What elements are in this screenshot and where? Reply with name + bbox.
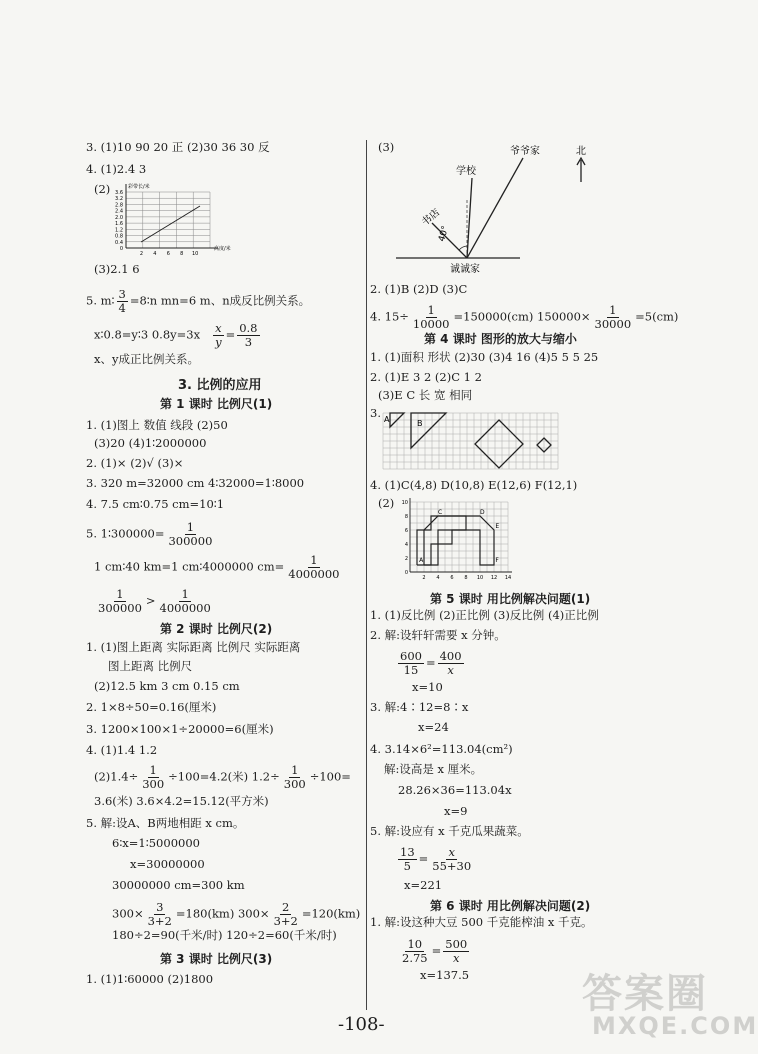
answer-q4-3: (3)2.1 6 xyxy=(94,262,140,276)
l2-q1c: (2)12.5 km 3 cm 0.15 cm xyxy=(94,679,240,693)
l2-q5e-t1: 300× xyxy=(112,906,144,921)
l1-q5a xyxy=(86,521,216,548)
grid2-xtick: 6 xyxy=(450,575,454,581)
l2-q5e-d2: 3+2 xyxy=(273,914,298,928)
lesson1-title: 第 1 课时 比例尺(1) xyxy=(160,397,273,411)
grid2-point-label: C xyxy=(438,508,443,516)
l2-q4b-frac2 xyxy=(282,764,308,791)
answer-q4-1: 4. (1)2.4 3 xyxy=(86,162,147,176)
l5-q3b: x=24 xyxy=(418,720,449,734)
lesson4-title: 第 4 课时 图形的放大与缩小 xyxy=(424,332,577,346)
l6-q1-n1: 10 xyxy=(407,937,423,951)
l2-q5e-t2: =180(km) 300× xyxy=(175,906,270,921)
l1-q5b-frac xyxy=(286,554,341,581)
q4-ylabel: 彩带长/米 xyxy=(128,184,150,190)
q4-ytick: 3.2 xyxy=(115,196,123,203)
l1-q5c-d2: 4000000 xyxy=(159,601,211,615)
l5-q5-d2: 55+30 xyxy=(432,859,472,873)
lesson3-title: 第 3 课时 比例尺(3) xyxy=(160,952,273,966)
l2-q5f: 180÷2=90(千米/时) 120÷2=60(千米/时) xyxy=(112,928,337,942)
map-home-label: 诚诚家 xyxy=(450,264,480,275)
l5-q4b: 解:设高是 x 厘米。 xyxy=(384,762,483,776)
l6-q1-frac1 xyxy=(400,938,430,965)
grid2-xtick: 14 xyxy=(504,575,512,581)
l2-q5e-n2: 2 xyxy=(282,900,290,914)
grid2-ytick: 2 xyxy=(404,556,408,562)
l5-q2-n2: 400 xyxy=(439,649,462,663)
l2-q4b-d1: 300 xyxy=(142,777,165,791)
l1-q5a-d: 300000 xyxy=(168,534,213,548)
l4-q4b-label: (2) xyxy=(378,496,395,510)
page-number: -108- xyxy=(338,1014,385,1035)
l1-q3: 3. 320 m=32000 cm 4∶32000=1∶8000 xyxy=(86,476,305,490)
l2-q5b: 6∶x=1∶5000000 xyxy=(112,836,200,850)
l2-q5d: 30000000 cm=300 km xyxy=(112,878,245,892)
l1-q5a-n: 1 xyxy=(186,520,195,534)
l5-q2-frac2 xyxy=(438,650,464,677)
grid1-label-b: B xyxy=(417,419,423,428)
l4-q1: 1. (1)面积 形状 (2)30 (3)4 16 (4)5 5 5 25 xyxy=(370,350,599,364)
q4-xtick: 4 xyxy=(153,251,157,257)
l2-q5c: x=30000000 xyxy=(130,857,205,871)
grid2-ytick: 8 xyxy=(404,514,408,520)
q5-line2-frac1 xyxy=(213,322,224,349)
q5-fraction xyxy=(117,288,128,315)
map-bookstore-label: 书店 xyxy=(419,207,443,229)
q4-ytick: 3.6 xyxy=(115,190,123,196)
l5-q5-eq xyxy=(396,846,475,873)
l1-q5b-n: 1 xyxy=(310,553,318,567)
l1-q5c-frac2 xyxy=(158,588,213,615)
r-q4 xyxy=(370,304,678,331)
l5-q5-n2: x xyxy=(448,845,455,859)
answer-q5-line3: x、y成正比例关系。 xyxy=(94,352,199,366)
l1-q2: 2. (1)× (2)√ (3)× xyxy=(86,456,184,470)
l1-q5c-n1: 1 xyxy=(116,587,124,601)
section-title: 3. 比例的应用 xyxy=(178,378,262,393)
l4-q3: 3. xyxy=(370,406,381,420)
q4-line-chart xyxy=(104,184,229,258)
grid2-ytick: 4 xyxy=(404,542,408,548)
q4-xtick: 2 xyxy=(139,251,144,257)
r-q3-sub: (3) xyxy=(378,140,395,154)
r-q4-n1: 1 xyxy=(427,303,435,317)
q5-l2-eq: = xyxy=(225,327,236,342)
l2-q4a: 4. (1)1.4 1.2 xyxy=(86,743,158,757)
r-q4-frac2 xyxy=(593,304,634,331)
map-angle-label: 40° xyxy=(437,224,452,243)
grid2-xtick: 4 xyxy=(436,575,440,581)
l2-q5e-frac2 xyxy=(272,901,300,928)
l2-q2: 2. 1×8÷50=0.16(厘米) xyxy=(86,700,217,714)
l5-q5a: 5. 解:设应有 x 千克瓜果蔬菜。 xyxy=(370,824,529,838)
l1-q5c-n2: 1 xyxy=(181,587,189,601)
q5-part-a: 5. m∶ xyxy=(86,293,115,308)
map-angle-arc xyxy=(459,246,467,250)
lesson5-title: 第 5 课时 用比例解决问题(1) xyxy=(430,592,591,606)
r-q4-d1: 10000 xyxy=(412,317,450,331)
l5-q5-n1: 13 xyxy=(400,845,415,859)
l2-q1b: 图上距离 比例尺 xyxy=(108,659,193,673)
l5-q4c: 28.26×36=113.04x xyxy=(398,783,512,797)
q4-xtick: 8 xyxy=(180,251,184,257)
l5-q2-frac1 xyxy=(398,650,424,677)
q4-xtick: 6 xyxy=(166,251,170,257)
grid2-xtick: 10 xyxy=(476,575,484,581)
l4-q4: 4. (1)C(4,8) D(10,8) E(12,6) F(12,1) xyxy=(370,478,578,492)
l5-q5-eqsign: = xyxy=(418,851,429,866)
l5-q2-eq xyxy=(396,650,466,677)
answer-q5-line2 xyxy=(94,322,262,349)
column-divider xyxy=(366,140,367,1010)
lesson2-title: 第 2 课时 比例尺(2) xyxy=(160,622,273,636)
q5-l2-fd: y xyxy=(215,335,222,349)
grid2-point-label: A xyxy=(419,557,424,565)
q4-ytick: 1.6 xyxy=(115,221,123,228)
l2-q5e-n1: 3 xyxy=(156,900,164,914)
q4-ytick: 2.0 xyxy=(115,214,123,221)
r-q2: 2. (1)B (2)D (3)C xyxy=(370,282,468,296)
l5-q5-frac1 xyxy=(398,846,417,873)
q5-frac-den: 4 xyxy=(118,301,126,315)
map-school-label: 学校 xyxy=(456,166,476,177)
l1-q5c-d1: 300000 xyxy=(98,601,142,615)
l1-q5c xyxy=(94,588,215,615)
r-q4-t2: =150000(cm) 150000× xyxy=(453,309,591,324)
map-line-school xyxy=(467,178,472,258)
q5-part-b: =8∶n mn=6 m、n成反比例关系。 xyxy=(129,293,311,308)
l4-q2a: 2. (1)E 3 2 (2)C 1 2 xyxy=(370,370,482,384)
l1-q1b: (3)20 (4)1∶2000000 xyxy=(94,436,207,450)
l2-q4b-d2: 300 xyxy=(283,777,306,791)
answer-q3: 3. (1)10 90 20 正 (2)30 36 30 反 xyxy=(86,140,270,154)
enlarge-shrink-grid xyxy=(380,410,570,472)
answer-q4-2-label: (2) xyxy=(94,182,111,196)
r-q4-t3: =5(cm) xyxy=(635,309,679,324)
q4-ytick: 1.2 xyxy=(115,227,123,234)
r-q4-t1: 4. 15÷ xyxy=(370,309,409,324)
l5-q4a: 4. 3.14×6²=113.04(cm²) xyxy=(370,742,513,756)
l1-q5c-op: > xyxy=(145,593,156,608)
l2-q4c: 3.6(米) 3.6×4.2=15.12(平方米) xyxy=(94,794,269,808)
q4-ytick: 0.4 xyxy=(115,239,123,246)
l2-q4b-t1: (2)1.4÷ xyxy=(94,769,139,784)
grid1-label-a: A xyxy=(384,415,390,424)
q4-ytick: 0 xyxy=(119,246,123,252)
l2-q1a: 1. (1)图上距离 实际距离 比例尺 实际距离 xyxy=(86,640,301,654)
grid2-xtick: 2 xyxy=(422,575,426,581)
l6-q1c: x=137.5 xyxy=(420,968,470,982)
l6-q1-eqsign: = xyxy=(431,943,442,958)
l6-q1-eq xyxy=(398,938,471,965)
q5-l2-fn: x xyxy=(215,321,222,335)
q4-ytick: 2.4 xyxy=(115,208,123,215)
grid2-ytick: 6 xyxy=(404,528,408,534)
grid2-ytick: 10 xyxy=(401,500,408,506)
q4-ytick: 2.8 xyxy=(115,202,123,209)
r-q4-frac1 xyxy=(411,304,452,331)
map-north-label: 北 xyxy=(576,146,586,157)
r-q4-n2: 1 xyxy=(609,303,617,317)
l2-q4b-t3: ÷100= xyxy=(309,769,351,784)
q5-l2-fn2: 0.8 xyxy=(239,321,258,335)
grid2-point-label: E xyxy=(495,522,500,530)
l5-q2-n1: 600 xyxy=(400,649,422,663)
q5-line2-text: x∶0.8=y∶3 0.8y=3x xyxy=(94,327,201,342)
l2-q5a: 5. 解:设A、B两地相距 x cm。 xyxy=(86,816,245,830)
l2-q4b-frac1 xyxy=(140,764,166,791)
q5-l2-fd2: 3 xyxy=(244,335,253,349)
q5-frac-num: 3 xyxy=(118,287,126,301)
l2-q3: 3. 1200×100×1÷20000=6(厘米) xyxy=(86,722,274,736)
l5-q2-d1: 15 xyxy=(403,663,419,677)
q4-xlabel: 高度/米 xyxy=(214,246,231,252)
answer-q5-line1 xyxy=(86,288,310,315)
l2-q4b-t2: ÷100=4.2(米) 1.2÷ xyxy=(168,769,280,784)
l1-q4: 4. 7.5 cm∶0.75 cm=10∶1 xyxy=(86,497,225,511)
l5-q5-d1: 5 xyxy=(403,859,411,873)
q4-xtick: 10 xyxy=(192,251,199,257)
q4-data-line xyxy=(141,206,200,242)
grid2-point-label: D xyxy=(480,508,485,516)
l6-q1-n2: 500 xyxy=(445,937,468,951)
grid2-xtick: 12 xyxy=(490,575,498,581)
l2-q5e xyxy=(112,901,360,928)
l2-q4b-n1: 1 xyxy=(149,763,157,777)
l5-q2-eqsign: = xyxy=(425,655,436,670)
direction-map xyxy=(380,138,610,276)
l5-q2-d2: x xyxy=(447,663,454,677)
q5-line2-frac2 xyxy=(237,322,259,349)
l1-q5b-text: 1 cm∶40 km=1 cm∶4000000 cm= xyxy=(94,559,285,574)
grid2-point-label: F xyxy=(495,557,499,565)
l5-q4d: x=9 xyxy=(444,804,468,818)
coordinate-grid xyxy=(396,496,522,582)
l2-q5e-frac1 xyxy=(146,901,174,928)
l5-q2a: 2. 解:设轩轩需要 x 分钟。 xyxy=(370,628,506,642)
l5-q1: 1. (1)反比例 (2)正比例 (3)反比例 (4)正比例 xyxy=(370,608,599,622)
l6-q1-d1: 2.75 xyxy=(402,951,428,965)
l1-q5c-frac1 xyxy=(96,588,144,615)
l4-q2b: (3)E C 长 宽 相同 xyxy=(378,388,473,402)
l6-q1a: 1. 解:设这种大豆 500 千克能榨油 x 千克。 xyxy=(370,915,593,929)
l6-q1-frac2 xyxy=(443,938,469,965)
watermark-url: MXQE.COM xyxy=(592,1012,758,1040)
grid2-xtick: 8 xyxy=(464,575,468,581)
l2-q5e-t3: =120(km) xyxy=(301,906,361,921)
l1-q5b-d: 4000000 xyxy=(288,567,340,581)
l1-q5a-text: 5. 1∶300000= xyxy=(86,526,165,541)
lesson6-title: 第 6 课时 用比例解决问题(2) xyxy=(430,899,591,913)
l5-q5c: x=221 xyxy=(404,878,443,892)
q4-ytick: 0.8 xyxy=(115,233,123,240)
grid2-ytick: 0 xyxy=(404,570,408,576)
r-q4-d2: 30000 xyxy=(594,317,632,331)
l5-q3a: 3. 解:4∶12=8∶x xyxy=(370,700,469,714)
l6-q1-d2: x xyxy=(452,951,460,965)
l1-q5b xyxy=(94,554,344,581)
l1-q1a: 1. (1)图上 数值 线段 (2)50 xyxy=(86,418,228,432)
l5-q2c: x=10 xyxy=(412,680,443,694)
l5-q5-frac2 xyxy=(430,846,473,873)
l2-q4b xyxy=(94,764,351,791)
watermark-logo: 答案圈 xyxy=(582,971,708,1017)
l1-q5a-frac xyxy=(166,521,214,548)
l2-q4b-n2: 1 xyxy=(291,763,299,777)
l3-q1: 1. (1)1∶60000 (2)1800 xyxy=(86,972,214,986)
l2-q5e-d1: 3+2 xyxy=(147,914,172,928)
map-grandpa-label: 爷爷家 xyxy=(510,146,540,157)
